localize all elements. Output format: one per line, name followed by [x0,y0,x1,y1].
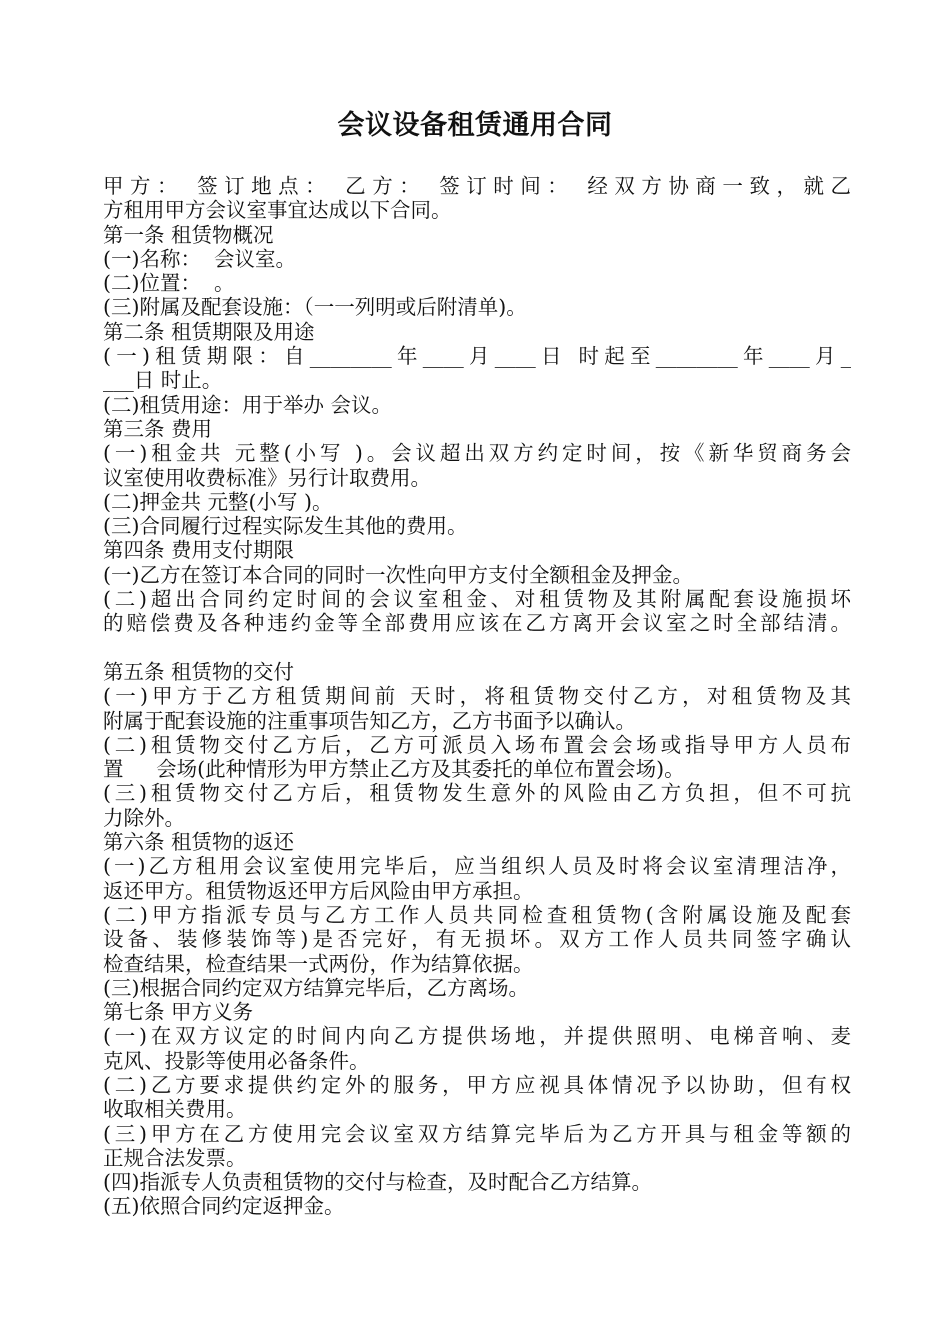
document-line: (三)附属及配套设施：（一一列明或后附清单)。 [103,295,527,320]
document-line: ___日 时止。 [103,368,223,393]
document-line: (五)依照合同约定返押金。 [103,1194,345,1219]
document-line: 方租用甲方会议室事宜达成以下合同。 [103,198,452,223]
document-line: 甲方： 签订地点： 乙方： 签订时间： 经双方协商一致，就乙 [103,174,851,198]
document-line: (二)超出合同约定时间的会议室租金、对租赁物及其附属配套设施损坏 [103,587,851,612]
document-line: 检查结果，检查结果一式两份，作为结算依据。 [103,951,534,976]
document-body [103,174,851,1219]
document-line: (二)位置： 。 [103,271,235,296]
document-line: (二)租赁物交付乙方后，乙方可派员入场布置会会场或指导甲方人员布 [103,732,851,757]
document-line: 第四条 费用支付期限 [103,538,295,563]
document-line: 克风、投影等使用必备条件。 [103,1048,370,1073]
document-line: 第五条 租赁物的交付 [103,659,295,684]
document-title: 会议设备租赁通用合同 [337,110,613,141]
blank-line [103,636,851,660]
document-line: 力除外。 [103,805,185,830]
document-line: 附属于配套设施的注重事项告知乙方，乙方书面予以确认。 [103,708,636,733]
document-line: (三)甲方在乙方使用完会议室双方结算完毕后为乙方开具与租金等额的 [103,1121,851,1146]
document-line: 第三条 费用 [103,416,213,441]
document-line: (二)租赁用途：用于举办 会议。 [103,392,393,417]
document-line: (一)乙方在签订本合同的同时一次性向甲方支付全额租金及押金。 [103,562,693,587]
document-line: (一)在双方议定的时间内向乙方提供场地，并提供照明、电梯音响、麦 [103,1024,851,1049]
document-line: 第一条 租赁物概况 [103,222,274,247]
document-line: 的赔偿费及各种违约金等全部费用应该在乙方离开会议室之时全部结清。 [103,611,851,636]
document-line: (三)租赁物交付乙方后，租赁物发生意外的风险由乙方负担，但不可抗 [103,781,851,806]
document-line: 议室使用收费标准》另行计取费用。 [103,465,431,490]
document-line: (二)押金共 元整(小写 )。 [103,489,333,514]
document-line: (一)乙方租用会议室使用完毕后，应当组织人员及时将会议室清理洁净， [103,854,851,879]
document-line: (三)合同履行过程实际发生其他的费用。 [103,514,468,539]
document-line: 第二条 租赁期限及用途 [103,319,315,344]
document-line: 第六条 租赁物的返还 [103,830,295,855]
document-line: (二)乙方要求提供约定外的服务，甲方应视具体情况予以协助，但有权 [103,1072,851,1097]
document-line: 第七条 甲方义务 [103,1000,254,1025]
document-line: (四)指派专人负责租赁物的交付与检查，及时配合乙方结算。 [103,1170,652,1195]
document-line: (一)甲方于乙方租赁期间前 天时，将租赁物交付乙方，对租赁物及其 [103,684,851,709]
document-line: 设备、装修装饰等)是否完好，有无损坏。双方工作人员共同签字确认 [103,927,851,952]
document-line: 正规合法发票。 [103,1145,247,1170]
document-line: (一)租赁期限：自________年____月____日 时起至________年____月_ [103,344,851,369]
document-line: 置 会场(此种情形为甲方禁止乙方及其委托的单位布置会场)。 [103,757,685,782]
document-line: (一)租金共 元整(小写 )。会议超出双方约定时间，按《新华贸商务会 [103,441,851,466]
document-line: (二)甲方指派专员与乙方工作人员共同检查租赁物(含附属设施及配套 [103,902,851,927]
document-line: (一)名称： 会议室。 [103,246,297,271]
document-line: 收取相关费用。 [103,1097,247,1122]
document-line: 返还甲方。租赁物返还甲方后风险由甲方承担。 [103,878,534,903]
document-line: (三)根据合同约定双方结算完毕后，乙方离场。 [103,975,529,1000]
